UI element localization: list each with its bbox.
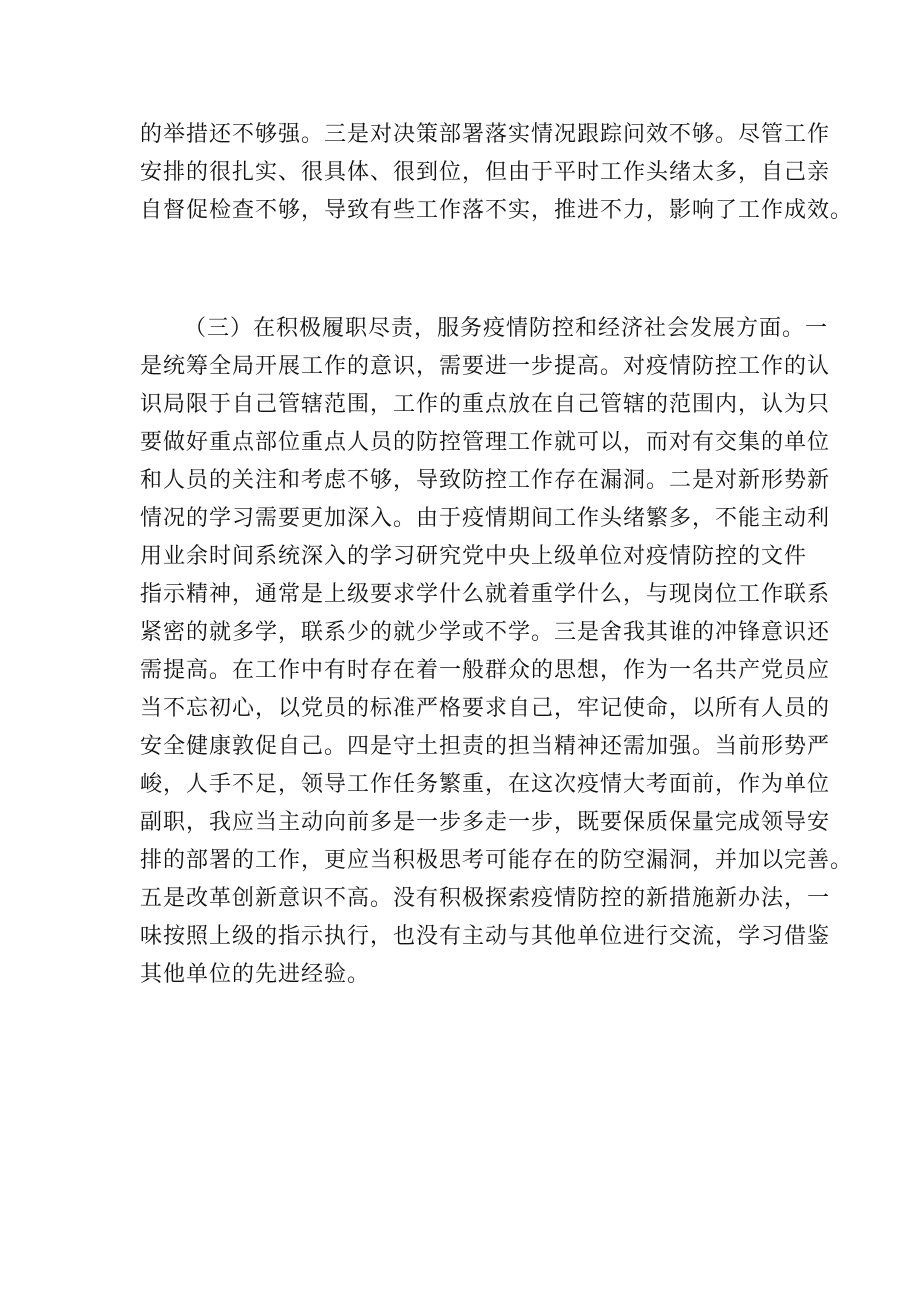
text-line: 的举措还不够强。三是对决策部署落实情况跟踪问效不够。尽管工作 bbox=[140, 122, 831, 147]
text-line: 需提高。在工作中有时存在着一般群众的思想，作为一名共产党员应 bbox=[140, 658, 831, 683]
paragraph-section-three bbox=[140, 310, 854, 994]
text-line: 是统筹全局开展工作的意识，需要进一步提高。对疫情防控工作的认 bbox=[140, 354, 831, 379]
text-line: 要做好重点部位重点人员的防控管理工作就可以，而对有交集的单位 bbox=[140, 430, 831, 455]
text-line: 峻，人手不足，领导工作任务繁重，在这次疫情大考面前，作为单位 bbox=[140, 772, 831, 797]
text-line: 安排的很扎实、很具体、很到位，但由于平时工作头绪太多，自己亲 bbox=[140, 160, 831, 185]
text-line: 情况的学习需要更加深入。由于疫情期间工作头绪繁多，不能主动利 bbox=[140, 506, 831, 531]
text-line: 当不忘初心，以党员的标准严格要求自己，牢记使命，以所有人员的 bbox=[140, 696, 831, 721]
text-line: 和人员的关注和考虑不够，导致防控工作存在漏洞。二是对新形势新 bbox=[140, 468, 831, 493]
text-line: 五是改革创新意识不高。没有积极探索疫情防控的新措施新办法，一 bbox=[140, 886, 831, 911]
text-line: 指示精神，通常是上级要求学什么就着重学什么，与现岗位工作联系 bbox=[140, 582, 831, 607]
text-line: 其他单位的先进经验。 bbox=[140, 962, 371, 987]
text-line: 味按照上级的指示执行，也没有主动与其他单位进行交流，学习借鉴 bbox=[140, 924, 831, 949]
text-line: 副职，我应当主动向前多是一步多走一步，既要保质保量完成领导安 bbox=[140, 810, 831, 835]
text-line: 用业余时间系统深入的学习研究党中央上级单位对疫情防控的文件 bbox=[140, 544, 808, 569]
text-line: 自督促检查不够，导致有些工作落不实，推进不力，影响了工作成效。 bbox=[140, 198, 854, 223]
text-line: 排的部署的工作，更应当积极思考可能存在的防空漏洞，并加以完善。 bbox=[140, 848, 854, 873]
text-line: 紧密的就多学，联系少的就少学或不学。三是舍我其谁的冲锋意识还 bbox=[140, 620, 831, 645]
text-line: 安全健康敦促自己。四是守土担责的担当精神还需加强。当前形势严 bbox=[140, 734, 831, 759]
text-line: 识局限于自己管辖范围，工作的重点放在自己管辖的范围内，认为只 bbox=[140, 392, 831, 417]
section-heading-line: （三）在积极履职尽责，服务疫情防控和经济社会发展方面。一 bbox=[184, 316, 829, 341]
paragraph-continuation bbox=[140, 116, 854, 230]
